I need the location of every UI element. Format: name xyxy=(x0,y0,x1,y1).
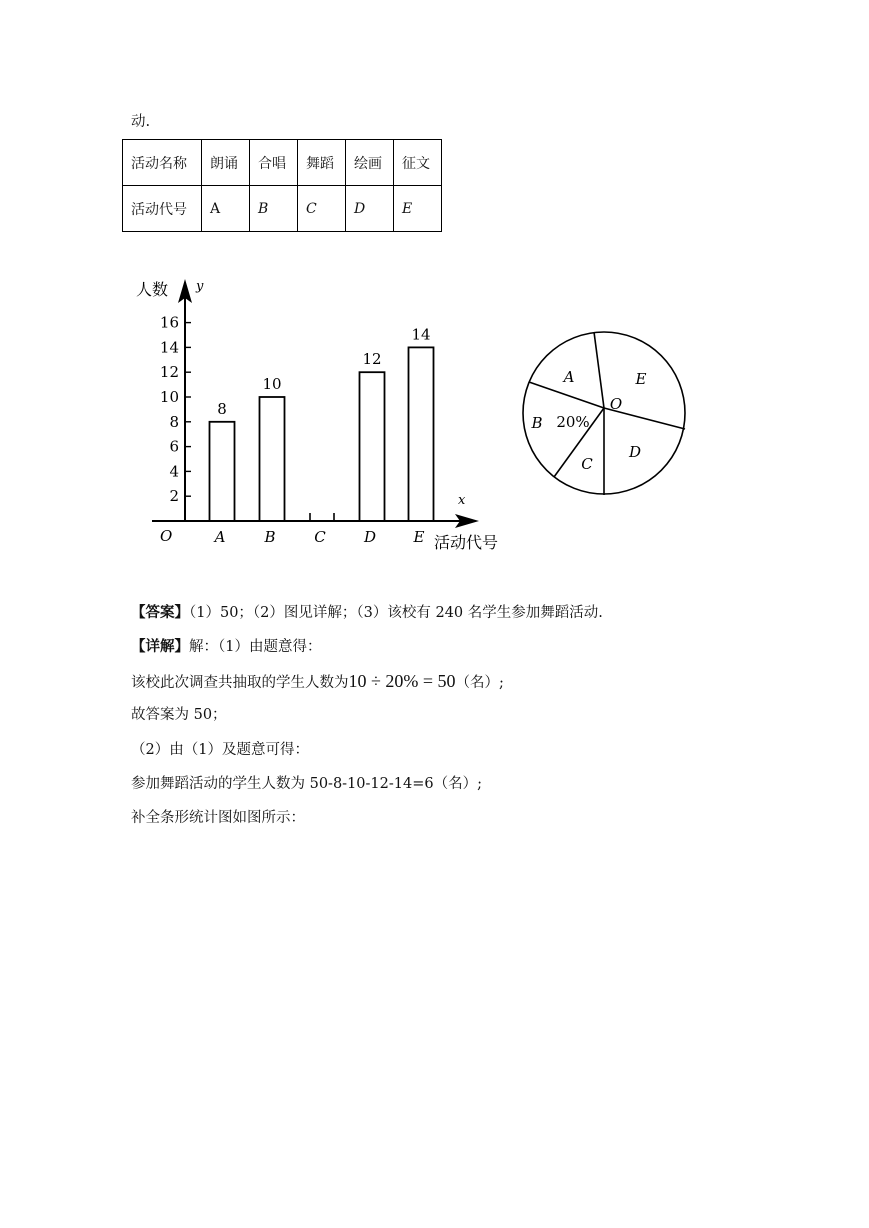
dance-count-line: 参加舞蹈活动的学生人数为 50-8-10-12-14=6（名）; xyxy=(131,776,482,792)
pie-slice-label: A xyxy=(563,368,575,386)
detail-text: 解：（1）由题意得： xyxy=(189,639,322,655)
answer-line xyxy=(131,603,603,623)
pie-slice-border xyxy=(594,332,604,408)
bar-marks xyxy=(210,325,434,546)
bar-data-label: 10 xyxy=(262,375,282,393)
text-fragment: 动. xyxy=(131,114,151,130)
calc-suffix: （名）; xyxy=(455,675,504,691)
part2-line: （2）由（1）及题意可得： xyxy=(131,742,309,758)
pie-slice-label: B xyxy=(531,414,543,432)
pie-labels xyxy=(530,368,646,473)
pie-slice-label: C xyxy=(581,455,593,473)
x-axis-label: 活动代号 xyxy=(434,533,499,552)
origin-label: O xyxy=(160,527,173,545)
y-tick-label: 8 xyxy=(169,412,179,431)
y-tick-label: 10 xyxy=(159,388,179,406)
table-cell: 活动名称 xyxy=(123,140,202,186)
answer-summary-line: 故答案为 50； xyxy=(131,707,227,723)
calc-line xyxy=(131,671,504,693)
pie-chart xyxy=(520,330,690,500)
bar-data-label: 12 xyxy=(362,350,382,369)
pie-slice-label: E xyxy=(635,370,647,388)
table-cell: 活动代号 xyxy=(123,186,202,232)
bar-B xyxy=(260,397,285,521)
y-axis-symbol: y xyxy=(196,279,204,294)
table-cell: 舞蹈 xyxy=(298,140,346,186)
table-cell: 绘画 xyxy=(346,140,394,186)
y-tick-label: 2 xyxy=(169,487,179,506)
table-cell: C xyxy=(298,186,346,232)
x-axis-symbol: x xyxy=(458,493,466,508)
detail-line xyxy=(131,637,321,657)
bar-chart xyxy=(0,0,869,600)
table-cell: B xyxy=(250,186,298,232)
detail-tag: 【详解】 xyxy=(131,638,189,655)
table-cell: 朗诵 xyxy=(202,140,250,186)
y-ticks xyxy=(160,314,191,506)
x-category-label: D xyxy=(363,528,377,546)
answer-text: （1）50；（2）图见详解；（3）该校有 240 名学生参加舞蹈活动. xyxy=(189,605,603,621)
table-cell: D xyxy=(346,186,394,232)
bar-data-label: 8 xyxy=(217,399,227,418)
bar-data-label: 14 xyxy=(411,325,431,344)
answer-tag: 【答案】 xyxy=(131,604,189,621)
x-category-label: C xyxy=(314,528,326,546)
calc-prefix: 该校此次调查共抽取的学生人数为 xyxy=(131,675,349,691)
table-cell: 征文 xyxy=(394,140,442,186)
y-tick-label: 12 xyxy=(159,363,179,382)
y-tick-label: 6 xyxy=(169,437,179,456)
bar-A xyxy=(210,422,235,521)
bar-axes xyxy=(152,279,479,528)
pie-center-label: O xyxy=(609,395,623,413)
table-cell: E xyxy=(394,186,442,232)
pie-slice-label: D xyxy=(628,443,642,461)
table-cell: 合唱 xyxy=(250,140,298,186)
bar-E xyxy=(409,347,434,521)
pie-percent-annotation: 20% xyxy=(556,413,590,431)
bar-D xyxy=(360,372,385,521)
y-axis-label: 人数 xyxy=(136,280,169,299)
y-tick-label: 14 xyxy=(159,338,179,357)
calc-equation: 10 ÷ 20% = 50 xyxy=(348,671,456,691)
x-category-label: A xyxy=(214,528,226,546)
y-tick-label: 16 xyxy=(159,313,179,332)
y-tick-label: 4 xyxy=(169,462,179,481)
x-category-label: B xyxy=(264,528,276,546)
table-cell: A xyxy=(202,186,250,232)
completion-line: 补全条形统计图如图所示： xyxy=(131,810,305,826)
x-category-label: E xyxy=(413,528,425,546)
